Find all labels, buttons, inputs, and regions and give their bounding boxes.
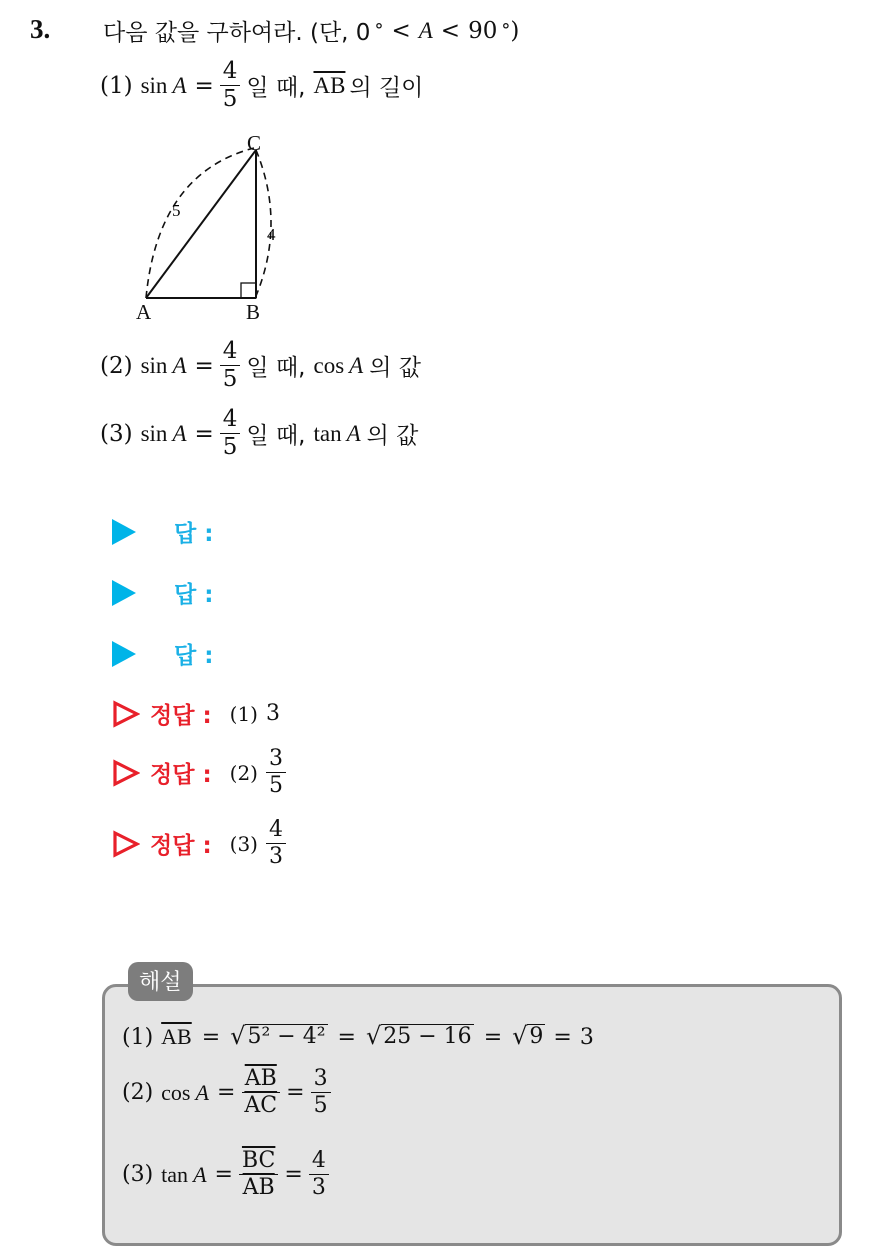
sqrt-icon: √	[365, 1022, 382, 1051]
answer-label: 답 :	[174, 643, 214, 669]
value: 3	[266, 701, 280, 726]
question-number: 3.	[30, 14, 51, 44]
explanation-tag: 해설	[128, 962, 193, 1001]
part-1	[100, 60, 423, 111]
when-text: 일 때,	[246, 355, 306, 381]
denominator: 5	[313, 1093, 328, 1118]
suffix: 의 길이	[349, 75, 424, 101]
side-dashed-arc	[256, 150, 271, 296]
correct-answer-2	[112, 748, 292, 797]
target-var: A	[349, 352, 364, 378]
equals: =	[553, 1024, 572, 1050]
denominator: 3	[311, 1175, 326, 1200]
equals: =	[194, 72, 214, 99]
part-label: (3)	[229, 831, 258, 856]
radicand: 5² − 4²	[247, 1024, 326, 1050]
part-label: (2)	[229, 760, 258, 785]
answer-label: 답 :	[174, 582, 214, 608]
numerator: 3	[266, 748, 286, 773]
numerator: 4	[220, 60, 241, 86]
fraction	[220, 408, 241, 459]
correct-answer-1	[112, 697, 280, 730]
func: tan	[161, 1161, 189, 1187]
degree-symbol: °	[374, 20, 384, 41]
close-paren: )	[510, 17, 520, 44]
denominator: 3	[269, 844, 283, 869]
correct-value	[230, 819, 292, 868]
func: cos	[161, 1079, 191, 1105]
explanation-line-2	[122, 1068, 337, 1117]
answer-slot-3[interactable]	[112, 637, 213, 670]
right-angle-mark	[241, 283, 256, 298]
equals: =	[483, 1024, 503, 1050]
func: sin	[140, 72, 168, 98]
segment-ab: $\overline{AB}$	[313, 72, 346, 98]
fraction	[266, 748, 286, 797]
radicand: 9	[529, 1024, 544, 1050]
equals: =	[337, 1024, 356, 1050]
sqrt-2	[366, 1024, 474, 1049]
answer-label: 답 :	[174, 521, 214, 547]
numerator: 4	[266, 819, 286, 844]
sqrt-icon: √	[230, 1022, 246, 1051]
vertex-c: C	[247, 131, 262, 155]
when-text: 일 때,	[246, 423, 306, 449]
correct-value	[230, 748, 292, 797]
var: A	[172, 420, 187, 446]
suffix: 의 값	[366, 423, 419, 449]
part-3	[100, 408, 418, 459]
equals: =	[216, 1080, 236, 1105]
equals: =	[214, 1162, 233, 1187]
var: A	[195, 1079, 209, 1105]
denominator: AB	[242, 1175, 275, 1200]
equals: =	[194, 352, 214, 379]
denominator: 5	[222, 366, 238, 392]
numerator: $\overline{BC}$	[239, 1150, 278, 1175]
explanation-line-3	[122, 1150, 335, 1199]
triangle-figure	[128, 128, 298, 328]
part-label: (3)	[100, 420, 133, 447]
lt-symbol: <	[391, 17, 411, 44]
suffix: 의 값	[369, 355, 421, 381]
part-label: (1)	[229, 701, 258, 726]
play-arrow-icon	[112, 519, 136, 545]
equals: =	[194, 420, 214, 447]
target-func: tan	[313, 420, 342, 446]
fraction	[266, 819, 286, 868]
func: sin	[140, 420, 168, 446]
numerator: $\overline{AB}$	[242, 1068, 280, 1093]
segment-ab: $\overline{AB}$	[161, 1024, 192, 1049]
result-fraction	[311, 1068, 331, 1117]
denominator: 5	[222, 434, 238, 460]
var: A	[193, 1161, 207, 1187]
correct-label: 정답 :	[150, 703, 212, 729]
sqrt-1	[230, 1024, 327, 1049]
play-arrow-icon	[112, 580, 136, 606]
answer-slot-1[interactable]	[112, 515, 213, 548]
numerator: 4	[309, 1150, 329, 1175]
part-2	[100, 340, 421, 391]
numerator: 4	[220, 340, 241, 366]
part-label: (2)	[100, 352, 133, 379]
vertex-b: B	[246, 300, 261, 324]
fraction	[220, 60, 241, 111]
vertex-a: A	[136, 300, 152, 324]
correct-label: 정답 :	[150, 833, 212, 859]
question-stem	[103, 14, 519, 47]
angle-var: A	[418, 17, 433, 43]
correct-value	[230, 701, 280, 726]
lt-symbol-2: <	[440, 17, 461, 44]
part-label: (1)	[122, 1024, 154, 1050]
fraction	[239, 1150, 278, 1199]
result: 3	[579, 1024, 594, 1050]
correct-answer-3	[112, 819, 292, 868]
equals: =	[286, 1080, 305, 1105]
answer-slot-2[interactable]	[112, 576, 213, 609]
var: A	[172, 72, 187, 98]
correct-label: 정답 :	[150, 762, 212, 788]
outline-triangle-icon	[112, 700, 140, 728]
when-text: 일 때,	[246, 75, 306, 101]
sqrt-3	[512, 1024, 545, 1049]
denominator: AC	[244, 1093, 278, 1118]
sqrt-icon: √	[512, 1022, 528, 1051]
fraction	[220, 340, 241, 391]
denominator: 5	[269, 773, 283, 798]
equals: =	[201, 1024, 221, 1050]
label-hyp: 5	[172, 201, 181, 220]
degree-symbol-2: °	[501, 20, 511, 41]
label-side: 4	[267, 225, 276, 244]
func: sin	[140, 352, 168, 378]
part-label: (1)	[100, 72, 133, 99]
part-label: (2)	[122, 1080, 154, 1105]
numerator: 4	[220, 408, 241, 434]
play-arrow-icon	[112, 641, 136, 667]
result-fraction	[309, 1150, 329, 1199]
var: A	[172, 352, 187, 378]
explanation-line-1	[122, 1024, 594, 1050]
outline-triangle-icon	[112, 830, 140, 858]
target-func: cos	[313, 352, 345, 378]
radicand: 25 − 16	[383, 1024, 472, 1050]
equals: =	[284, 1162, 303, 1187]
side-ac	[146, 150, 256, 298]
denominator: 5	[222, 86, 238, 112]
target-var: A	[346, 420, 361, 446]
fraction	[241, 1068, 280, 1117]
numerator: 3	[311, 1068, 331, 1093]
ninety: 90	[468, 17, 498, 44]
outline-triangle-icon	[112, 759, 140, 787]
part-label: (3)	[122, 1162, 154, 1187]
stem-prefix: 다음 값을 구하여라. (단, 0	[103, 20, 371, 46]
